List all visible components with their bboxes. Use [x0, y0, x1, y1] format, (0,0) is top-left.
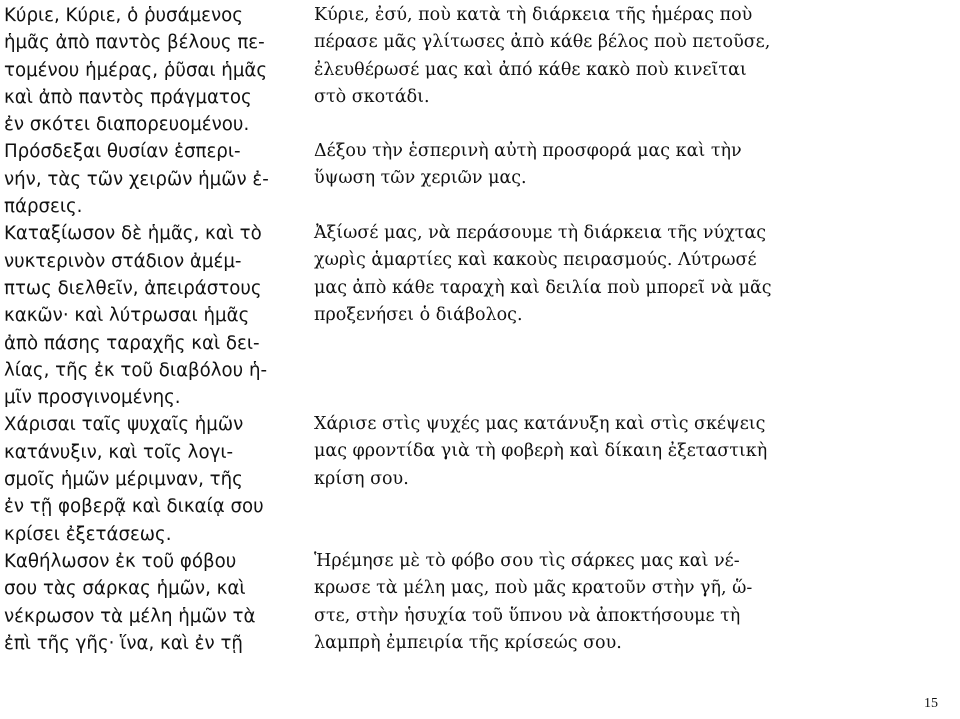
- text-line: πάρσεις.: [4, 196, 83, 218]
- text-line: Πρόσδεξαι θυσίαν ἑσπερι-: [4, 141, 241, 163]
- text-line: προξενήσει ὁ διάβολος.: [314, 304, 523, 325]
- text-line: κατάνυξιν, καὶ τοῖς λογι-: [4, 441, 234, 463]
- greek-original-column: [4, 2, 294, 657]
- text-line: νυκτερινὸν στάδιον ἀμέμ-: [4, 250, 242, 272]
- translation-paragraph: [314, 220, 772, 329]
- translation-paragraph: [314, 2, 770, 111]
- text-line: Χάρισαι ταῖς ψυχαῖς ἡμῶν: [4, 414, 244, 436]
- text-line: Καταξίωσον δὲ ἡμᾶς, καὶ τὸ: [4, 223, 262, 245]
- translation-paragraph: [314, 548, 752, 657]
- text-line: πέρασε μᾶς γλίτωσες ἀπὸ κάθε βέλος ποὺ πετοῦσε,: [314, 32, 771, 53]
- text-line: κακῶν· καὶ λύτρωσαι ἡμᾶς: [4, 305, 250, 327]
- text-line: ὕψωση τῶν χεριῶν μας.: [314, 168, 527, 189]
- text-line: ἐλευθέρωσέ μας καὶ ἀπό κάθε κακὸ ποὺ κινεῖται: [314, 59, 747, 80]
- text-line: ἐν τῇ φοβερᾷ καὶ δικαίᾳ σου: [4, 496, 264, 518]
- text-line: Κύριε, ἐσύ, ποὺ κατὰ τὴ διάρκεια τῆς ἡμέρας ποὺ: [314, 5, 753, 25]
- page-number: 15: [924, 696, 938, 711]
- text-line: Ἡρέμησε μὲ τὸ φόβο σου τὶς σάρκες μας καὶ νέ-: [314, 551, 740, 571]
- text-line: ἀπὸ πάσης ταραχῆς καὶ δει-: [4, 332, 260, 354]
- text-line: νέκρωσον τὰ μέλη ἡμῶν τὰ: [4, 605, 256, 627]
- text-line: πτως διελθεῖν, ἀπειράστους: [4, 277, 262, 299]
- text-line: μας ἀπὸ κάθε ταραχὴ καὶ δειλία ποὺ μπορεῖ νὰ μᾶς: [314, 277, 772, 298]
- text-line: στε, στὴν ἡσυχία τοῦ ὕπνου νὰ ἀποκτήσουμε τὴ: [314, 605, 741, 626]
- text-line: Κύριε, Κύριε, ὁ ῥυσάμενος: [4, 5, 243, 26]
- text-line: λαμπρὴ ἐμπειρία τῆς κρίσεώς σου.: [314, 632, 622, 653]
- text-line: Ἀξίωσέ μας, νὰ περάσουμε τὴ διάρκεια τῆς νύχτας: [314, 223, 767, 243]
- text-line: μας φροντίδα γιὰ τὴ φοβερὴ καὶ δίκαιη ἐξεταστικὴ: [314, 441, 768, 462]
- text-line: τομένου ἡμέρας, ῥῦσαι ἡμᾶς: [4, 59, 268, 81]
- text-line: κρίση σου.: [314, 468, 409, 489]
- text-line: σου τὰς σάρκας ἡμῶν, καὶ: [4, 578, 246, 600]
- text-line: κρίσει ἐξετάσεως.: [4, 523, 172, 545]
- text-line: στὸ σκοτάδι.: [314, 86, 430, 107]
- text-line: ἐπὶ τῆς γῆς· ἵνα, καὶ ἐν τῇ: [4, 632, 243, 654]
- text-line: λίας, τῆς ἐκ τοῦ διαβόλου ἡ-: [4, 359, 268, 381]
- text-line: σμοῖς ἡμῶν μέριμναν, τῆς: [4, 469, 243, 491]
- text-line: χωρὶς ἁμαρτίες καὶ κακοὺς πειρασμούς. Λύτρωσέ: [314, 250, 757, 271]
- text-line: Δέξου τὴν ἑσπερινὴ αὐτὴ προσφορά μας καὶ τὴν: [314, 141, 742, 161]
- text-line: Χάρισε στὶς ψυχές μας κατάνυξη καὶ στὶς σκέψεις: [314, 414, 766, 434]
- text-line: ἡμᾶς ἀπὸ παντὸς βέλους πε-: [4, 32, 265, 54]
- text-line: μῖν προσγινομένης.: [4, 387, 181, 409]
- text-line: Καθήλωσον ἐκ τοῦ φόβου: [4, 550, 237, 572]
- text-line: νήν, τὰς τῶν χειρῶν ἡμῶν ἐ-: [4, 168, 269, 190]
- text-line: κρωσε τὰ μέλη μας, ποὺ μᾶς κρατοῦν στὴν γῆ, ὥ-: [314, 578, 753, 599]
- translation-paragraph: [314, 411, 767, 493]
- text-line: καὶ ἀπὸ παντὸς πράγματος: [4, 86, 252, 108]
- translation-paragraph: [314, 138, 742, 193]
- text-line: ἐν σκότει διαπορευομένου.: [4, 114, 250, 136]
